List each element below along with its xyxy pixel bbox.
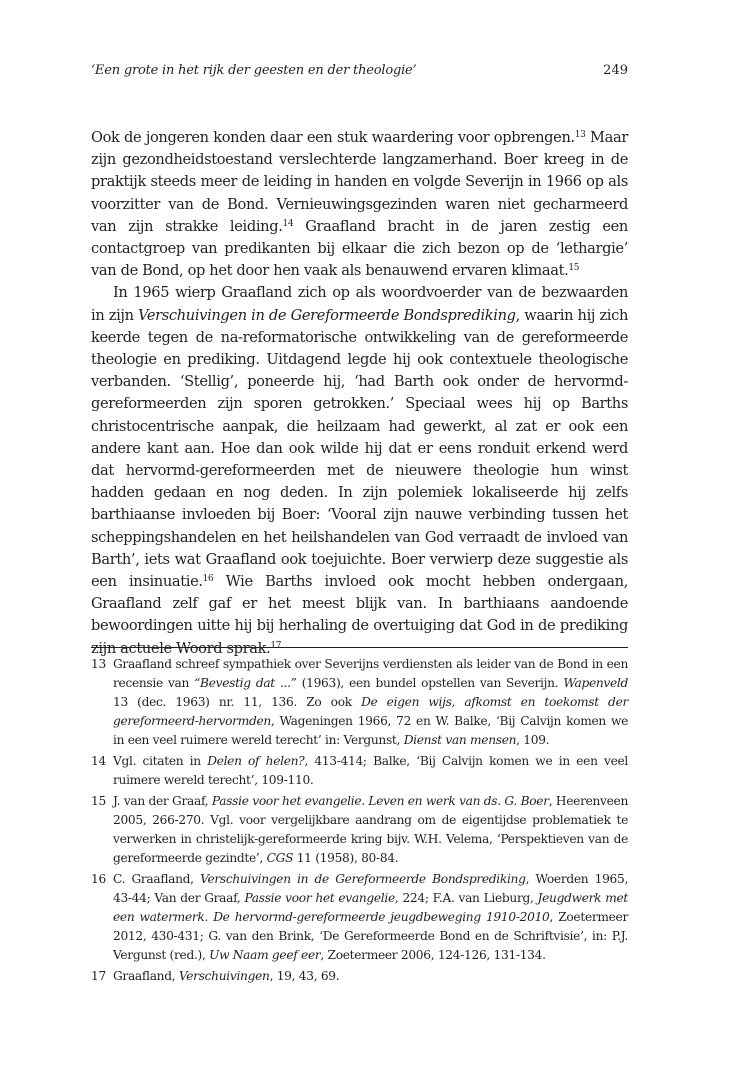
footnote-segment: Vgl. citaten in — [113, 754, 208, 768]
footnote-segment: , 224; F.A. van Lieburg, — [394, 891, 538, 905]
footnote-segment: , 413-414; Balke, ‘Bij Calvijn komen we in een veel ruimere wereld terecht’, 109-110. — [113, 754, 629, 787]
footnote-title: “Bevestig dat ...” — [194, 676, 297, 690]
footnote-title: Passie voor het evangelie. Leven en werk van ds. G. Boer — [211, 794, 549, 808]
footnote-segment: , Wageningen 1966, 72 en W. Balke, ‘Bij Calvijn komen we in een veel ruimere wereld terecht’ in: Vergunst, — [113, 714, 628, 747]
footnote-text — [113, 752, 628, 790]
footnote-segment: (1963), een bundel opstellen van Severijn. — [296, 676, 564, 690]
footnote-number: 17 — [91, 969, 106, 983]
footnote-segment: , 19, 43, 69. — [269, 969, 340, 983]
footnote-segment: , Heerenveen 2005, 266-270. Vgl. voor vergelijkbare aandrang om de eigentijdse problematiek te verwerken in christelijk-gereformeerde kring bijv. W.H. Velema, ‘Perspektieven van de gereformeerde gezindte’, — [113, 794, 629, 865]
footnote-text — [113, 870, 628, 965]
footnote-segment: , Zoetermeer 2006, 124-126, 131-134. — [320, 948, 546, 962]
footnote-number: 13 — [91, 657, 106, 671]
footnote-17 — [91, 967, 628, 986]
paragraph-1 — [91, 127, 628, 282]
paragraph-text: Maar zijn gezondheidstoestand verslechterde langzamerhand. Boer kreeg in de praktijk steeds meer de leiding in handen en volgde Severijn in 1966 op als voorzitter van de Bond. Vernieuwingsgezinden waren niet gecharmeerd van zijn strakke leiding. — [91, 129, 628, 235]
footnote-ref: 14 — [282, 218, 294, 229]
footnote-segment: Graafland schreef sympathiek over Severijns verdiensten als leider van de Bond in een recensie van — [113, 657, 628, 690]
paragraph-text: , waarin hij zich keerde tegen de na-reformatorische ontwikkeling van de gereformeerde theologie en prediking. Uitdagend legde hij ook contextuele theologische verbanden. ‘Stellig’, poneerde hij, ‘had Barth ook onder de hervormd-gereformeerden zijn sporen getrokken.’ Speciaal wees hij op Barths christocentrische aanpak, die heilzaam had gewerkt, al zat er ook een andere kant aan. Hoe dan ook wilde hij dat er eens ronduit erkend werd dat hervormd-gereformeerden met de nieuwere theologie hun winst hadden gedaan en nog deden. In zijn polemiek lokaliseerde hij zelfs barthiaanse invloeden bij Boer: ‘Vooral zijn nauwe verbinding tussen het scheppingshandelen en het heilshandelen van God verraadt de invloed van Barth’, iets wat Graafland ook toejuichte. Boer verwierp deze suggestie als een insinuatie. — [91, 306, 628, 591]
footnote-text — [113, 792, 628, 868]
footnote-title: Passie voor het evangelie — [244, 891, 395, 905]
footnote-15 — [91, 792, 628, 868]
footnote-14 — [91, 752, 628, 790]
paragraph-2 — [91, 282, 628, 659]
footnote-title: CGS — [266, 851, 294, 865]
footnote-title: Uw Naam geef eer — [209, 948, 321, 962]
footnote-13 — [91, 655, 628, 750]
main-text — [91, 127, 628, 660]
footnote-segment: J. van der Graaf, — [113, 794, 212, 808]
paragraph-text: Graafland bracht in de jaren zestig een contactgroep van predikanten bij elkaar die zich bezon op de ‘lethargie’ van de Bond, op het door hen vaak als benauwend ervaren klimaat. — [91, 217, 628, 280]
footnote-title: Verschuivingen in de Gereformeerde Bondsprediking — [200, 872, 526, 886]
footnote-title: De eigen wijs, afkomst en toekomst der gereformeerd-hervormden — [113, 695, 629, 728]
footnotes — [91, 655, 628, 988]
footnote-ref: 13 — [574, 130, 586, 140]
footnote-segment: , Zoetermeer 2012, 430-431; G. van den Brink, ‘De Gereformeerde Bond en de Schriftvisie’, in: P.J. Vergunst (red.), — [113, 910, 628, 962]
footnote-ref: 15 — [568, 263, 580, 274]
footnote-segment: , 109. — [516, 733, 550, 747]
footnote-title: Verschuivingen — [178, 969, 270, 983]
footnote-segment: 11 (1958), 80-84. — [293, 851, 399, 865]
footnote-ref: 17 — [270, 640, 282, 651]
page-header — [91, 63, 628, 79]
footnote-number: 14 — [91, 754, 106, 768]
footnote-segment: Graafland, — [113, 969, 179, 983]
footnote-number: 16 — [91, 872, 106, 886]
footnote-16 — [91, 870, 628, 965]
footnote-title: Jeugdwerk met een watermerk. De hervormd-gereformeerde jeugdbeweging 1910-2010 — [113, 891, 628, 924]
footnote-title: Dienst van mensen — [403, 733, 517, 747]
footnote-title: Wapenveld — [563, 676, 629, 690]
paragraph-text: In 1965 wierp Graafland zich op als woordvoerder van de bezwaarden in zijn — [91, 284, 628, 324]
footnote-text — [113, 967, 628, 986]
footnote-segment: , Woerden 1965, 43-44; Van der Graaf, — [113, 872, 629, 905]
footnote-text — [113, 655, 628, 750]
book-title: Verschuivingen in de Gereformeerde Bondsprediking — [138, 306, 516, 324]
footnote-ref: 16 — [202, 574, 214, 585]
footnote-title: Delen of helen? — [207, 754, 305, 768]
paragraph-text: Wie Barths invloed ook mocht hebben ondergaan, Graafland zelf gaf er het meest blijk van. In barthiaans aandoende bewoordingen uitte hij bij herhaling de overtuiging dat God in de prediking zijn actuele Woord sprak. — [91, 573, 628, 657]
running-title: ‘Een grote in het rijk der geesten en der theologie’ — [91, 63, 417, 78]
footnote-separator — [91, 647, 628, 648]
footnote-segment: 13 (dec. 1963) nr. 11, 136. Zo ook — [113, 695, 362, 709]
footnote-segment: C. Graafland, — [113, 872, 201, 886]
paragraph-text: Ook de jongeren konden daar een stuk waardering voor opbrengen. — [91, 129, 575, 146]
footnote-number: 15 — [91, 794, 106, 808]
page-number: 249 — [603, 63, 628, 78]
